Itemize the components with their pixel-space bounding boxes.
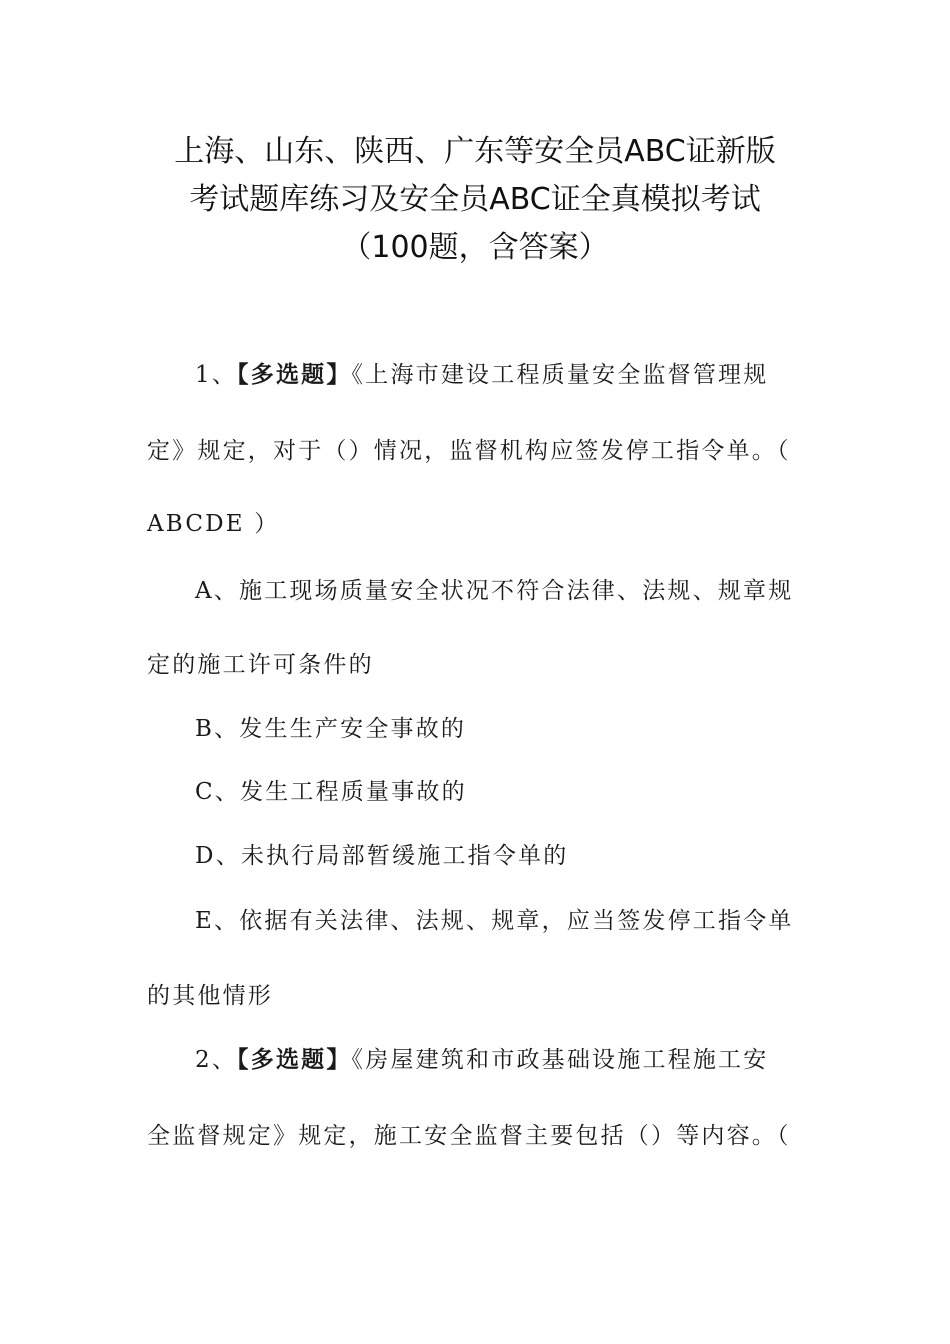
question-2-stem-text: 《房屋建筑和市政基础设施工程施工安 bbox=[351, 1047, 769, 1073]
question-2-number: 2、 bbox=[195, 1047, 238, 1073]
question-2-type: 【多选题】 bbox=[237, 1047, 352, 1073]
question-1-option-e-line-2: 的其他情形 bbox=[147, 983, 273, 1009]
question-1-stem-text: 《上海市建设工程质量安全监督管理规 bbox=[351, 362, 769, 388]
question-1-answer: ABCDE ） bbox=[147, 511, 280, 537]
question-1-stem-line-2: 定》规定，对于（）情况，监督机构应签发停工指令单。（ bbox=[147, 438, 791, 464]
question-1-option-e-line-1: E、依据有关法律、法规、规章，应当签发停工指令单 bbox=[195, 908, 794, 934]
question-1-option-c: C、发生工程质量事故的 bbox=[195, 779, 467, 805]
title-line-2: 考试题库练习及安全员ABC证全真模拟考试 bbox=[189, 182, 761, 217]
question-1-stem-line-1 bbox=[195, 356, 768, 389]
question-1-type: 【多选题】 bbox=[237, 362, 352, 388]
question-1-option-d: D、未执行局部暂缓施工指令单的 bbox=[195, 843, 569, 869]
question-1-option-a-line-1: A、施工现场质量安全状况不符合法律、法规、规章规 bbox=[195, 578, 794, 604]
question-2-stem-line-2: 全监督规定》规定，施工安全监督主要包括（）等内容。（ bbox=[147, 1123, 791, 1149]
question-2-stem-line-1 bbox=[195, 1041, 768, 1074]
question-1-number: 1、 bbox=[195, 362, 238, 388]
document-title bbox=[120, 128, 830, 272]
question-1-option-a-line-2: 定的施工许可条件的 bbox=[147, 652, 374, 678]
question-1-option-b: B、发生生产安全事故的 bbox=[195, 716, 467, 742]
title-line-1: 上海、山东、陕西、广东等安全员ABC证新版 bbox=[174, 134, 776, 169]
title-line-3: （100题，含答案） bbox=[341, 230, 609, 265]
